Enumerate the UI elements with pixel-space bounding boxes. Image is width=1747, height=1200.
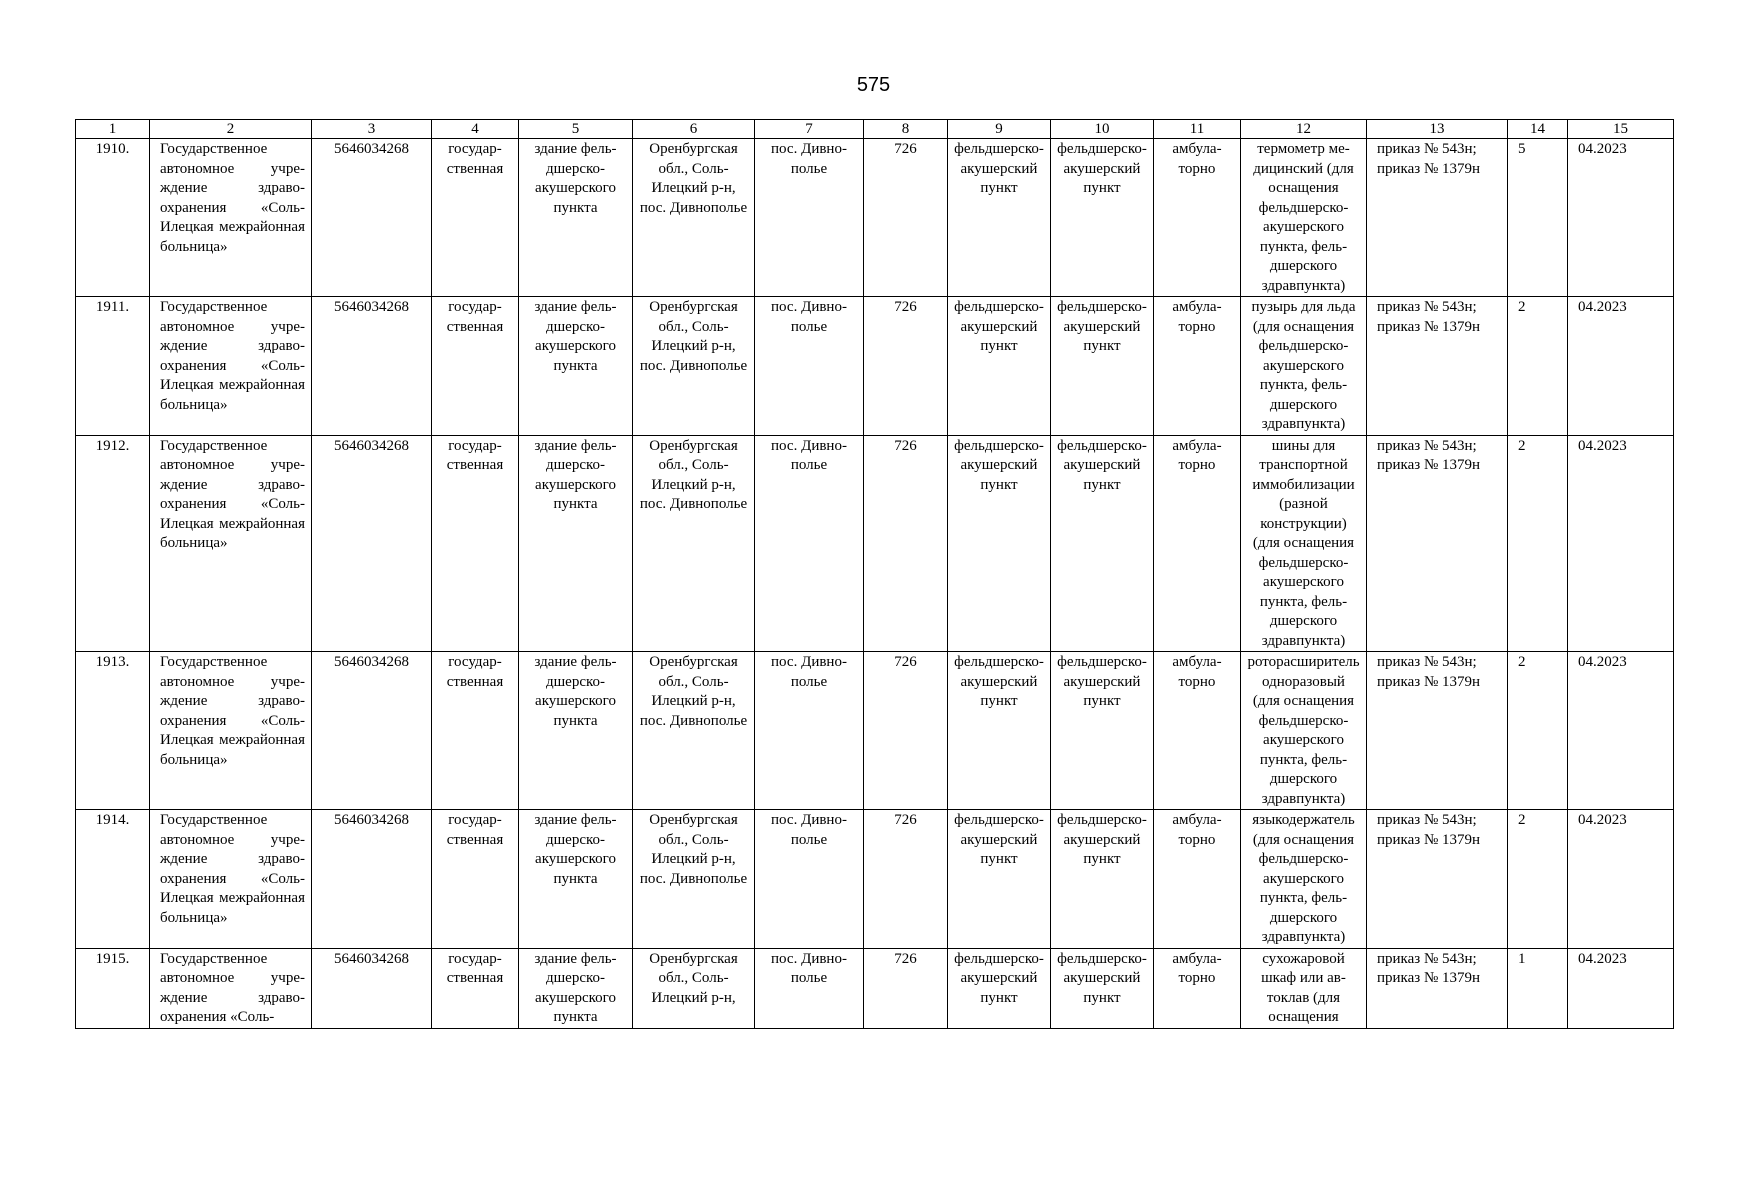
table-row bbox=[76, 435, 1674, 652]
header-cell: 1 bbox=[76, 120, 150, 139]
unit-cell: фельдшерско-акушерский пункт bbox=[948, 948, 1051, 1028]
date-cell: 04.2023 bbox=[1568, 652, 1674, 810]
locality-cell: пос. Дивнополье bbox=[755, 652, 864, 810]
unit-cell: фельдшерско-акушерский пункт bbox=[948, 297, 1051, 436]
equipment-cell: сухожаровой шкаф или автоклав (для оснащения bbox=[1241, 948, 1367, 1028]
unit-cell: фельдшерско-акушерский пункт bbox=[948, 435, 1051, 652]
subunit-cell: фельдшерско-акушерский пункт bbox=[1051, 139, 1154, 297]
header-cell: 6 bbox=[633, 120, 755, 139]
ownership-form-cell: государственная bbox=[432, 435, 519, 652]
date-cell: 04.2023 bbox=[1568, 435, 1674, 652]
inn-cell: 5646034268 bbox=[312, 297, 432, 436]
subunit-cell: фельдшерско-акушерский пункт bbox=[1051, 948, 1154, 1028]
column-numbers-header bbox=[76, 120, 1674, 139]
table-row bbox=[76, 139, 1674, 297]
date-cell: 04.2023 bbox=[1568, 948, 1674, 1028]
locality-cell: пос. Дивнополье bbox=[755, 139, 864, 297]
organization-name-cell: Государственное автономное учреждение здравоохранения «Соль-Илецкая межрайонная больница» bbox=[150, 139, 312, 297]
order-cell: приказ № 543н; приказ № 1379н bbox=[1367, 435, 1508, 652]
code-cell: 726 bbox=[864, 652, 948, 810]
registry-rows bbox=[76, 139, 1674, 1029]
quantity-cell: 5 bbox=[1508, 139, 1568, 297]
row-number-cell: 1913. bbox=[76, 652, 150, 810]
row-number-cell: 1912. bbox=[76, 435, 150, 652]
address-cell: Оренбургская обл., Соль-Илецкий р-н, bbox=[633, 948, 755, 1028]
code-cell: 726 bbox=[864, 810, 948, 949]
date-cell: 04.2023 bbox=[1568, 139, 1674, 297]
inn-cell: 5646034268 bbox=[312, 948, 432, 1028]
locality-cell: пос. Дивнополье bbox=[755, 297, 864, 436]
order-cell: приказ № 543н; приказ № 1379н bbox=[1367, 652, 1508, 810]
header-row bbox=[76, 120, 1674, 139]
row-number-cell: 1914. bbox=[76, 810, 150, 949]
table-row bbox=[76, 948, 1674, 1028]
ownership-form-cell: государственная bbox=[432, 948, 519, 1028]
inn-cell: 5646034268 bbox=[312, 652, 432, 810]
header-cell: 15 bbox=[1568, 120, 1674, 139]
address-cell: Оренбургская обл., Соль-Илецкий р-н, пос. Дивнополье bbox=[633, 435, 755, 652]
locality-cell: пос. Дивнополье bbox=[755, 810, 864, 949]
ownership-form-cell: государственная bbox=[432, 652, 519, 810]
equipment-cell: шины для транспортной иммобилизации (разной конструкции) (для оснащения фельдшерско-акушерского пункта, фельдшерского здравпункта) bbox=[1241, 435, 1367, 652]
code-cell: 726 bbox=[864, 139, 948, 297]
header-cell: 8 bbox=[864, 120, 948, 139]
quantity-cell: 1 bbox=[1508, 948, 1568, 1028]
equipment-cell: роторасширитель одноразовый (для оснащения фельдшерско-акушерского пункта, фельдшерского здравпункта) bbox=[1241, 652, 1367, 810]
subunit-cell: фельдшерско-акушерский пункт bbox=[1051, 810, 1154, 949]
table-row bbox=[76, 652, 1674, 810]
equipment-cell: языкодержатель (для оснащения фельдшерско-акушерского пункта, фельдшерского здравпункта) bbox=[1241, 810, 1367, 949]
inn-cell: 5646034268 bbox=[312, 810, 432, 949]
address-cell: Оренбургская обл., Соль-Илецкий р-н, пос. Дивнополье bbox=[633, 652, 755, 810]
order-cell: приказ № 543н; приказ № 1379н bbox=[1367, 297, 1508, 436]
ownership-form-cell: государственная bbox=[432, 810, 519, 949]
table-row bbox=[76, 810, 1674, 949]
code-cell: 726 bbox=[864, 297, 948, 436]
row-number-cell: 1911. bbox=[76, 297, 150, 436]
organization-name-cell: Государственное автономное учреждение здравоохранения «Соль-Илецкая межрайонная больница» bbox=[150, 435, 312, 652]
code-cell: 726 bbox=[864, 435, 948, 652]
header-cell: 7 bbox=[755, 120, 864, 139]
header-cell: 5 bbox=[519, 120, 633, 139]
quantity-cell: 2 bbox=[1508, 652, 1568, 810]
date-cell: 04.2023 bbox=[1568, 810, 1674, 949]
unit-cell: фельдшерско-акушерский пункт bbox=[948, 652, 1051, 810]
header-cell: 11 bbox=[1154, 120, 1241, 139]
ownership-form-cell: государственная bbox=[432, 139, 519, 297]
row-number-cell: 1915. bbox=[76, 948, 150, 1028]
inn-cell: 5646034268 bbox=[312, 435, 432, 652]
care-type-cell: амбулаторно bbox=[1154, 139, 1241, 297]
care-type-cell: амбулаторно bbox=[1154, 810, 1241, 949]
header-cell: 13 bbox=[1367, 120, 1508, 139]
subunit-cell: фельдшерско-акушерский пункт bbox=[1051, 652, 1154, 810]
address-cell: Оренбургская обл., Соль-Илецкий р-н, пос. Дивнополье bbox=[633, 297, 755, 436]
building-cell: здание фельдшерско-акушерского пункта bbox=[519, 652, 633, 810]
organization-name-cell: Государственное автономное учреждение здравоохранения «Соль- bbox=[150, 948, 312, 1028]
unit-cell: фельдшерско-акушерский пункт bbox=[948, 810, 1051, 949]
building-cell: здание фельдшерско-акушерского пункта bbox=[519, 948, 633, 1028]
organization-name-cell: Государственное автономное учреждение здравоохранения «Соль-Илецкая межрайонная больница» bbox=[150, 810, 312, 949]
quantity-cell: 2 bbox=[1508, 435, 1568, 652]
header-cell: 4 bbox=[432, 120, 519, 139]
unit-cell: фельдшерско-акушерский пункт bbox=[948, 139, 1051, 297]
address-cell: Оренбургская обл., Соль-Илецкий р-н, пос. Дивнополье bbox=[633, 139, 755, 297]
code-cell: 726 bbox=[864, 948, 948, 1028]
order-cell: приказ № 543н; приказ № 1379н bbox=[1367, 139, 1508, 297]
care-type-cell: амбулаторно bbox=[1154, 297, 1241, 436]
care-type-cell: амбулаторно bbox=[1154, 948, 1241, 1028]
inn-cell: 5646034268 bbox=[312, 139, 432, 297]
quantity-cell: 2 bbox=[1508, 297, 1568, 436]
care-type-cell: амбулаторно bbox=[1154, 652, 1241, 810]
equipment-cell: термометр медицинский (для оснащения фельдшерско-акушерского пункта, фельдшерского здравпункта) bbox=[1241, 139, 1367, 297]
header-cell: 14 bbox=[1508, 120, 1568, 139]
quantity-cell: 2 bbox=[1508, 810, 1568, 949]
date-cell: 04.2023 bbox=[1568, 297, 1674, 436]
row-number-cell: 1910. bbox=[76, 139, 150, 297]
address-cell: Оренбургская обл., Соль-Илецкий р-н, пос. Дивнополье bbox=[633, 810, 755, 949]
header-cell: 3 bbox=[312, 120, 432, 139]
ownership-form-cell: государственная bbox=[432, 297, 519, 436]
building-cell: здание фельдшерско-акушерского пункта bbox=[519, 297, 633, 436]
page-number: 575 bbox=[856, 74, 891, 96]
order-cell: приказ № 543н; приказ № 1379н bbox=[1367, 948, 1508, 1028]
subunit-cell: фельдшерско-акушерский пункт bbox=[1051, 435, 1154, 652]
building-cell: здание фельдшерско-акушерского пункта bbox=[519, 139, 633, 297]
header-cell: 9 bbox=[948, 120, 1051, 139]
locality-cell: пос. Дивнополье bbox=[755, 435, 864, 652]
organization-name-cell: Государственное автономное учреждение здравоохранения «Соль-Илецкая межрайонная больница» bbox=[150, 652, 312, 810]
building-cell: здание фельдшерско-акушерского пункта bbox=[519, 810, 633, 949]
building-cell: здание фельдшерско-акушерского пункта bbox=[519, 435, 633, 652]
care-type-cell: амбулаторно bbox=[1154, 435, 1241, 652]
header-cell: 12 bbox=[1241, 120, 1367, 139]
header-cell: 10 bbox=[1051, 120, 1154, 139]
locality-cell: пос. Дивнополье bbox=[755, 948, 864, 1028]
organization-name-cell: Государственное автономное учреждение здравоохранения «Соль-Илецкая межрайонная больница» bbox=[150, 297, 312, 436]
table-row bbox=[76, 297, 1674, 436]
subunit-cell: фельдшерско-акушерский пункт bbox=[1051, 297, 1154, 436]
order-cell: приказ № 543н; приказ № 1379н bbox=[1367, 810, 1508, 949]
header-cell: 2 bbox=[150, 120, 312, 139]
registry-table bbox=[75, 119, 1674, 1029]
equipment-cell: пузырь для льда (для оснащения фельдшерско-акушерского пункта, фельдшерского здравпункта) bbox=[1241, 297, 1367, 436]
